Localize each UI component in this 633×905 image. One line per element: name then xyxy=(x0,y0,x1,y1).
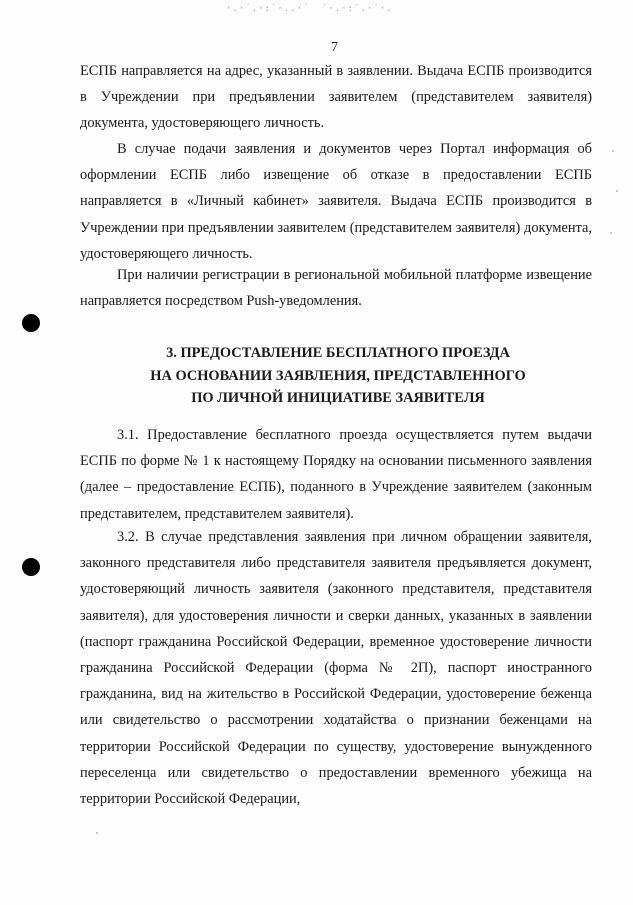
paragraph xyxy=(80,58,592,137)
punch-hole xyxy=(22,314,40,332)
clause xyxy=(80,524,592,812)
section-heading-line: 3. ПРЕДОСТАВЛЕНИЕ БЕСПЛАТНОГО ПРОЕЗДА xyxy=(166,345,510,361)
scan-speck xyxy=(616,190,618,192)
scan-speck xyxy=(612,150,614,152)
paragraph xyxy=(80,262,592,314)
scan-speck xyxy=(610,232,612,234)
scan-speck xyxy=(96,832,98,834)
clause-text: 3.2. В случае представления заявления при личном обращении заявителя, законного представителя либо представителя заявителя предъявляется документ, удостоверяющий личность заявителя (законного представителя, представителя заявителя), для удостоверения личности и сверки данных, указанных в заявлении (паспорт гражданина Российской Федерации, временное удостоверение личности гражданина Российской Федерации (форма № 2П), паспорт иностранного гражданина, вид на жительство в Российской Федерации, удостоверение беженца или свидетельство о рассмотрении ходатайства о признании беженцами на территории Российской Федерации по существу, удостоверение вынужденного переселенца или свидетельство о предоставлении временного убежища на территории Российской Федерации, xyxy=(80,529,592,808)
scan-artifact: ·.·˙.·:˙·..·˙ xyxy=(226,4,310,14)
section-heading-line: НА ОСНОВАНИИ ЗАЯВЛЕНИЯ, ПРЕДСТАВЛЕННОГО xyxy=(150,367,526,384)
scan-artifact: ˙·.·:˙.·˙·. xyxy=(322,4,393,14)
clause-text: 3.1. Предоставление бесплатного проезда осуществляется путем выдачи ЕСПБ по форме № 1 к настоящему Порядку на основании письменного заявления (далее – предоставление ЕСПБ), поданного в Учреждение заявителем (законным представителем, представителем заявителя). xyxy=(80,427,592,522)
clause xyxy=(80,422,592,527)
paragraph-text: В случае подачи заявления и документов через Портал информация об оформлении ЕСПБ либо извещение об отказе в предоставлении ЕСПБ направляется в «Личный кабинет» заявителя. Выдача ЕСПБ производится в Учреждении при предъявлении заявителем (представителем заявителя) документа, удостоверяющего личность. xyxy=(80,141,592,262)
section-heading-line: ПО ЛИЧНОЙ ИНИЦИАТИВЕ ЗАЯВИТЕЛЯ xyxy=(191,390,485,406)
paragraph-text: При наличии регистрации в региональной мобильной платформе извещение направляется посредством Push-уведомления. xyxy=(80,267,592,310)
section-heading xyxy=(82,342,594,410)
punch-hole xyxy=(22,558,40,576)
paragraph-text: ЕСПБ направляется на адрес, указанный в заявлении. Выдача ЕСПБ производится в Учреждении при предъявлении заявителем (представителем заявителя) документа, удостоверяющего личность. xyxy=(80,63,592,132)
page-number: 7 xyxy=(331,40,338,55)
paragraph xyxy=(80,136,592,267)
